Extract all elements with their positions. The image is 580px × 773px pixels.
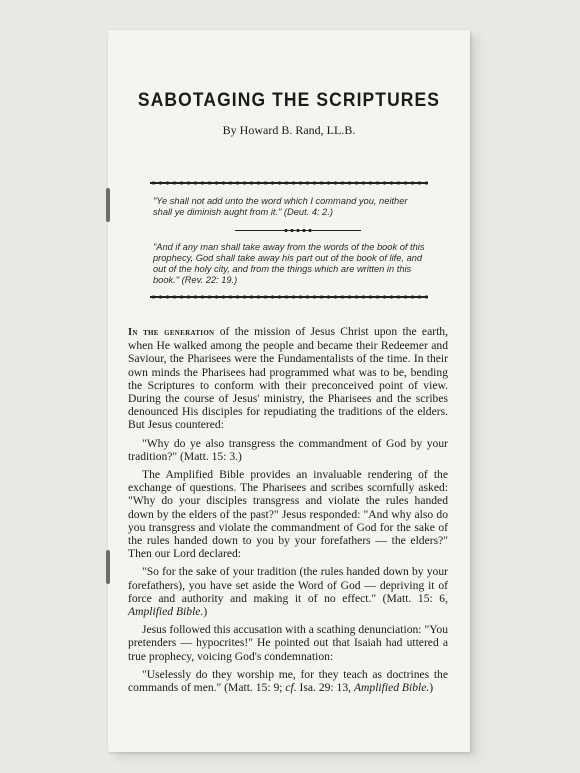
paragraph-4 — [128, 565, 448, 618]
paragraph-1 — [128, 325, 448, 432]
paragraph-4-ref: Amplified Bible. — [128, 605, 204, 619]
ornament-divider-mini — [235, 228, 361, 233]
paragraph-6-cf: cf. — [285, 681, 297, 695]
staple-top — [106, 188, 110, 222]
paragraph-4-text: "So for the sake of your tradition (the rules handed down by your forefathers), you have set aside the Word of God — depriving it of force and authority and making it of no effect." (Matt. 15: 6, — [128, 565, 448, 605]
ornament-divider-bottom — [150, 294, 428, 300]
paragraph-5: Jesus followed this accusation with a scathing denunciation: "You pretenders — hypocrites!" He pointed out that Isaiah had uttered a true prophecy, voicing God's condemnation: — [128, 623, 448, 663]
author-line: By Howard B. Rand, LL.B. — [222, 123, 356, 137]
paragraph-6-end: ) — [429, 681, 434, 695]
lead-in: In the generation — [128, 327, 215, 338]
document-title: SABOTAGING THE SCRIPTURES — [137, 90, 441, 111]
article-body — [128, 325, 448, 699]
paragraph-2: "Why do ye also transgress the commandment of God by your tradition?" (Matt. 15: 3.) — [128, 436, 448, 463]
paragraph-6-ref: Amplified Bible. — [353, 681, 430, 695]
paragraph-6-mid: Isa. 29: 13, — [296, 681, 354, 695]
paragraph-4-end: ) — [203, 605, 208, 619]
epigraph-deut: "Ye shall not add unto the word which I command you, neither shall ye diminish aught from it." (Deut. 4: 2.) — [153, 196, 408, 217]
ornament-divider-top — [150, 180, 428, 186]
paragraph-3: The Amplified Bible provides an invaluable rendering of the exchange of questions. The Pharisees and scribes scornfully asked: "Why do your disciples transgress and violate the rules handed down by the elders of the past?" Jesus responded: "And why also do you transgress and violate the commandment of God for the sake of the rules handed down to you by your forefathers — the elders?" Then our Lord declared: — [128, 468, 448, 561]
epigraph-rev: "And if any man shall take away from the words of the book of this prophecy, God shall take away his part out of the book of life, and out of the holy city, and from the things which are written in this book." (Rev. 22: 19.) — [153, 242, 425, 285]
paragraph-6-text: "Uselessly do they worship me, for they teach as doctrines the commands of men." (Matt. 15: 9; — [128, 667, 448, 695]
paragraph-6 — [128, 668, 448, 694]
paragraph-1-text: of the mission of Jesus Christ upon the earth, when He walked among the people and became their Redeemer and Saviour, the Pharisees were the Fundamentalists of the time. In their own minds the Pharisees had programmed what was to be, bending the Scriptures to conform with their preconceived point of view. During the course of Jesus' ministry, the Pharisees and the scribes denounced His disciples for repudiating the traditions of the elders. But Jesus countered: — [128, 325, 448, 432]
pamphlet-page — [108, 30, 470, 752]
staple-bottom — [106, 550, 110, 584]
